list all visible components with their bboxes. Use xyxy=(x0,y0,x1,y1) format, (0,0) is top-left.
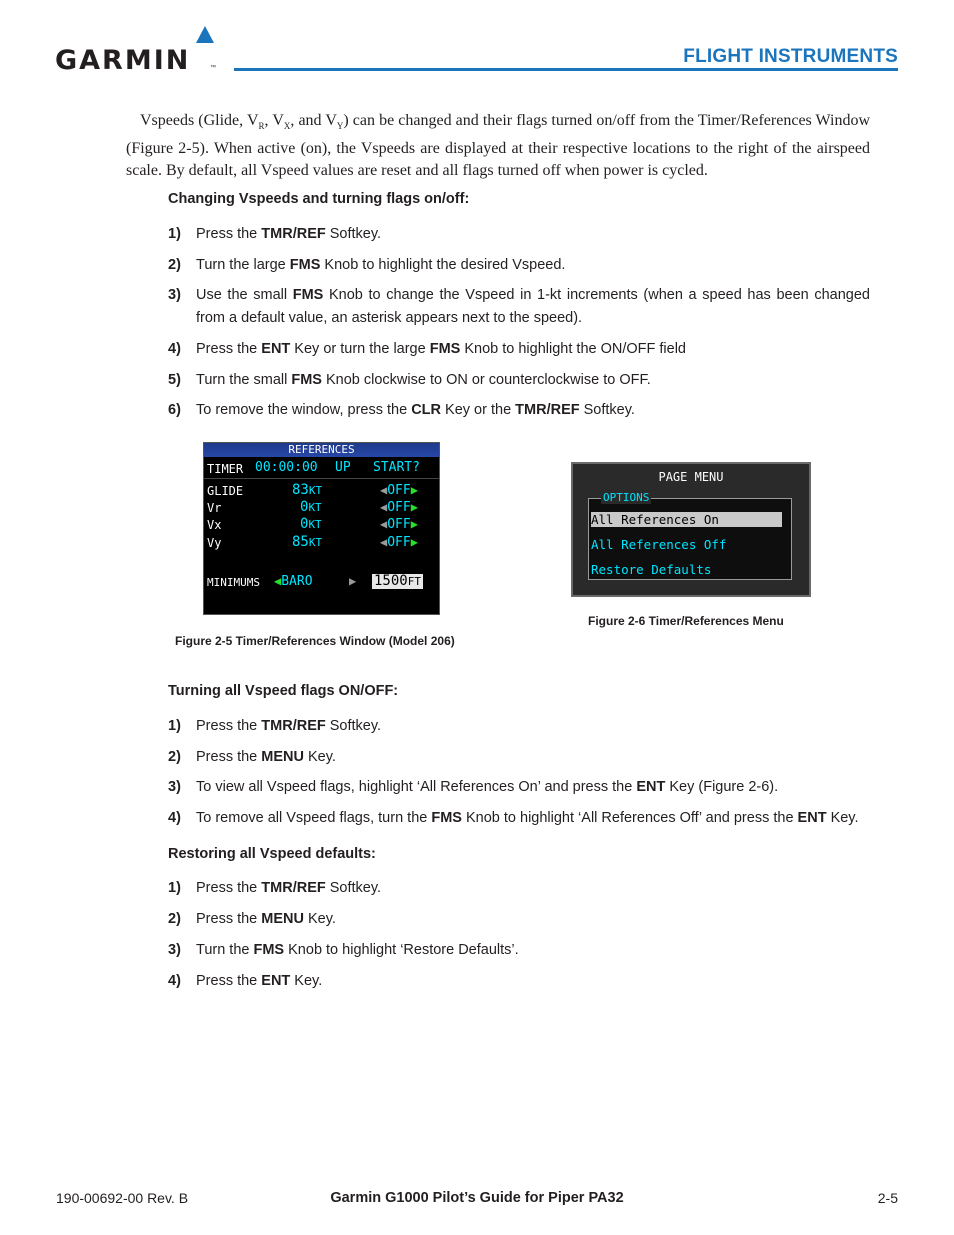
key-label: FMS xyxy=(291,372,322,388)
vspeed-unit: KT xyxy=(308,536,323,549)
step-item xyxy=(168,399,870,422)
step-text: To remove all Vspeed flags, turn the xyxy=(196,810,432,826)
section2-heading: Turning all Vspeed flags ON/OFF: xyxy=(168,683,399,699)
step-text: Press the xyxy=(196,973,262,989)
step-text: Press the xyxy=(196,718,262,734)
intro-text-2: , V xyxy=(264,112,284,129)
timer-action[interactable]: START? xyxy=(373,460,420,475)
step-text: Press the xyxy=(196,880,262,896)
menu-item-all-references-off[interactable]: All References Off xyxy=(591,537,727,552)
step-item xyxy=(168,807,870,830)
vspeed-flag-glide[interactable] xyxy=(380,483,418,498)
left-arrow-icon: ◀ xyxy=(380,483,388,497)
step-number: 6) xyxy=(168,402,181,418)
step-text: Key or the xyxy=(441,402,516,418)
key-label: MENU xyxy=(261,911,304,927)
key-label: ENT xyxy=(261,341,291,357)
vspeed-unit: KT xyxy=(308,518,322,531)
step-text: Turn the small xyxy=(196,372,292,388)
minimums-value[interactable] xyxy=(372,574,423,589)
step-item xyxy=(168,223,870,246)
vspeed-label-vx: Vx xyxy=(207,518,222,532)
step-item xyxy=(168,970,870,993)
vspeed-flag-vr[interactable] xyxy=(380,500,418,515)
step-number: 1) xyxy=(168,880,181,896)
step-number: 3) xyxy=(168,942,181,958)
key-label: FMS xyxy=(292,287,324,303)
minimums-unit: FT xyxy=(407,575,421,588)
step-item xyxy=(168,254,870,277)
page-menu-window xyxy=(571,462,811,597)
vspeed-label-vy: Vy xyxy=(207,536,222,550)
references-title: REFERENCES xyxy=(204,443,439,457)
key-label: ENT xyxy=(636,779,666,795)
step-text: Press the xyxy=(196,749,262,765)
logo-triangle-icon xyxy=(196,26,214,43)
intro-text-4: ) can be changed and their flags turned on/off from the Timer/References Window (Figure 2-5). When active (on), the Vspeeds are displayed at their respective locations to the right of the airspeed scale. By default, all Vspeed values are reset and all flags turned off when power is cycled. xyxy=(126,112,871,180)
vspeed-value-vr[interactable] xyxy=(300,500,322,515)
logo-text: GARMIN xyxy=(55,45,191,76)
step-text: Softkey. xyxy=(325,880,382,896)
step-number: 4) xyxy=(168,810,181,826)
intro-text-1: Vspeeds (Glide, V xyxy=(140,112,259,129)
step-text: Key or turn the large xyxy=(290,341,430,357)
key-label: CLR xyxy=(411,402,442,418)
key-label: ENT xyxy=(261,973,291,989)
step-number: 3) xyxy=(168,287,181,303)
step-text: Knob to change the Vspeed in 1-kt increments (when a speed has been changed from a default value, an asterisk appears next to the speed). xyxy=(196,287,870,326)
step-text: Knob to highlight ‘Restore Defaults’. xyxy=(284,942,519,958)
step-number: 2) xyxy=(168,749,181,765)
step-text: Key. xyxy=(303,749,336,765)
step-text: Knob to highlight the desired Vspeed. xyxy=(320,257,566,273)
step-text: Knob to highlight ‘All References Off’ and press the xyxy=(461,810,798,826)
left-arrow-icon: ◀ xyxy=(380,517,388,531)
key-label: FMS xyxy=(289,257,321,273)
vspeed-value: 0 xyxy=(300,499,309,515)
flag-state: OFF xyxy=(387,483,411,498)
step-text: Key. xyxy=(826,810,859,826)
right-arrow-icon: ▶ xyxy=(410,483,418,497)
step-text: To remove the window, press the xyxy=(196,402,412,418)
key-label: ENT xyxy=(797,810,827,826)
step-text: Turn the large xyxy=(196,257,290,273)
minimums-source-value: BARO xyxy=(281,574,313,589)
footer-guide-title: Garmin G1000 Pilot’s Guide for Piper PA32 xyxy=(330,1190,624,1206)
page-menu-title: PAGE MENU xyxy=(658,470,724,484)
vspeed-value: 85 xyxy=(292,534,309,550)
garmin-logo xyxy=(55,25,220,75)
step-text: Key. xyxy=(303,911,336,927)
vspeed-value-glide[interactable] xyxy=(292,483,322,498)
step-text: Softkey. xyxy=(325,718,382,734)
key-label: FMS xyxy=(431,810,462,826)
key-label: FMS xyxy=(253,942,285,958)
figure5-caption: Figure 2-5 Timer/References Window (Model 206) xyxy=(175,634,455,648)
step-item xyxy=(168,908,870,931)
step-text: Press the xyxy=(196,341,262,357)
step-number: 4) xyxy=(168,341,181,357)
step-text: Turn the xyxy=(196,942,254,958)
figure6-caption: Figure 2-6 Timer/References Menu xyxy=(588,614,784,628)
footer-page-number: 2-5 xyxy=(877,1190,898,1206)
step-text: Knob to highlight the ON/OFF field xyxy=(460,341,686,357)
flag-state: OFF xyxy=(387,517,411,532)
right-arrow-icon: ▶ xyxy=(410,500,418,514)
step-number: 1) xyxy=(168,226,181,242)
step-text: Key (Figure 2-6). xyxy=(665,779,779,795)
step-number: 2) xyxy=(168,911,181,927)
step-item xyxy=(168,338,870,361)
vspeed-value: 83 xyxy=(292,482,309,498)
step-item xyxy=(168,776,870,799)
footer-document-number: 190-00692-00 Rev. B xyxy=(56,1190,189,1206)
intro-paragraph xyxy=(126,110,870,183)
key-label: TMR/REF xyxy=(261,718,326,734)
timer-value[interactable]: 00:00:00 xyxy=(255,460,318,475)
key-label: TMR/REF xyxy=(261,880,326,896)
step-number: 4) xyxy=(168,973,181,989)
minimums-label: MINIMUMS xyxy=(207,576,260,589)
right-arrow-icon: ▶ xyxy=(349,574,357,588)
section-title: FLIGHT INSTRUMENTS xyxy=(683,46,898,67)
step-item xyxy=(168,746,870,769)
step-item xyxy=(168,939,870,962)
step-text: Use the small xyxy=(196,287,293,303)
vspeed-flag-vy[interactable] xyxy=(380,535,418,550)
step-item xyxy=(168,877,870,900)
vspeed-label-glide: GLIDE xyxy=(207,484,244,498)
step-number: 3) xyxy=(168,779,181,795)
section3-heading: Restoring all Vspeed defaults: xyxy=(168,846,376,862)
step-number: 5) xyxy=(168,372,181,388)
divider xyxy=(204,478,439,479)
menu-item-all-references-on[interactable]: All References On xyxy=(591,512,782,527)
step-text: Key. xyxy=(290,973,323,989)
menu-item-restore-defaults[interactable]: Restore Defaults xyxy=(591,562,712,577)
step-text: Softkey. xyxy=(579,402,635,418)
options-label: OPTIONS xyxy=(603,491,650,504)
left-arrow-icon: ◀ xyxy=(380,535,388,549)
right-arrow-icon: ▶ xyxy=(410,535,418,549)
key-label: MENU xyxy=(261,749,304,765)
subscript-y: Y xyxy=(336,121,344,132)
flag-state: OFF xyxy=(387,535,411,550)
vspeed-value-vx[interactable] xyxy=(300,517,322,532)
minimums-source[interactable] xyxy=(274,574,313,589)
vspeed-value-vy[interactable] xyxy=(292,535,322,550)
flag-state: OFF xyxy=(387,500,411,515)
header-rule xyxy=(234,68,898,71)
subscript-r: R xyxy=(258,121,265,132)
vspeed-value: 0 xyxy=(300,516,309,532)
left-arrow-icon: ◀ xyxy=(380,500,388,514)
minimums-number: 1500 xyxy=(374,573,408,589)
step-text: Press the xyxy=(196,911,262,927)
intro-text-3: , and V xyxy=(290,112,337,129)
left-arrow-icon: ◀ xyxy=(274,574,282,588)
vspeed-flag-vx[interactable] xyxy=(380,517,418,532)
timer-label: TIMER xyxy=(207,462,244,476)
step-item xyxy=(168,369,870,392)
step-text: Knob clockwise to ON or counterclockwise to OFF. xyxy=(321,372,651,388)
step-number: 2) xyxy=(168,257,181,273)
vspeed-unit: KT xyxy=(308,501,322,514)
timer-references-window xyxy=(203,442,440,615)
logo-trademark: ™ xyxy=(210,65,216,71)
step-text: Softkey. xyxy=(325,226,382,242)
vspeed-unit: KT xyxy=(308,484,323,497)
section1-heading: Changing Vspeeds and turning flags on/off: xyxy=(168,191,470,207)
vspeed-label-vr: Vr xyxy=(207,501,222,515)
timer-direction[interactable]: UP xyxy=(335,460,351,475)
key-label: FMS xyxy=(429,341,461,357)
key-label: TMR/REF xyxy=(261,226,326,242)
step-number: 1) xyxy=(168,718,181,734)
step-text: To view all Vspeed flags, highlight ‘All References On’ and press the xyxy=(196,779,637,795)
step-text: Press the xyxy=(196,226,262,242)
right-arrow-icon: ▶ xyxy=(410,517,418,531)
step-item xyxy=(168,715,870,738)
step-item xyxy=(168,284,870,330)
subscript-x: X xyxy=(283,121,291,132)
key-label: TMR/REF xyxy=(515,402,580,418)
